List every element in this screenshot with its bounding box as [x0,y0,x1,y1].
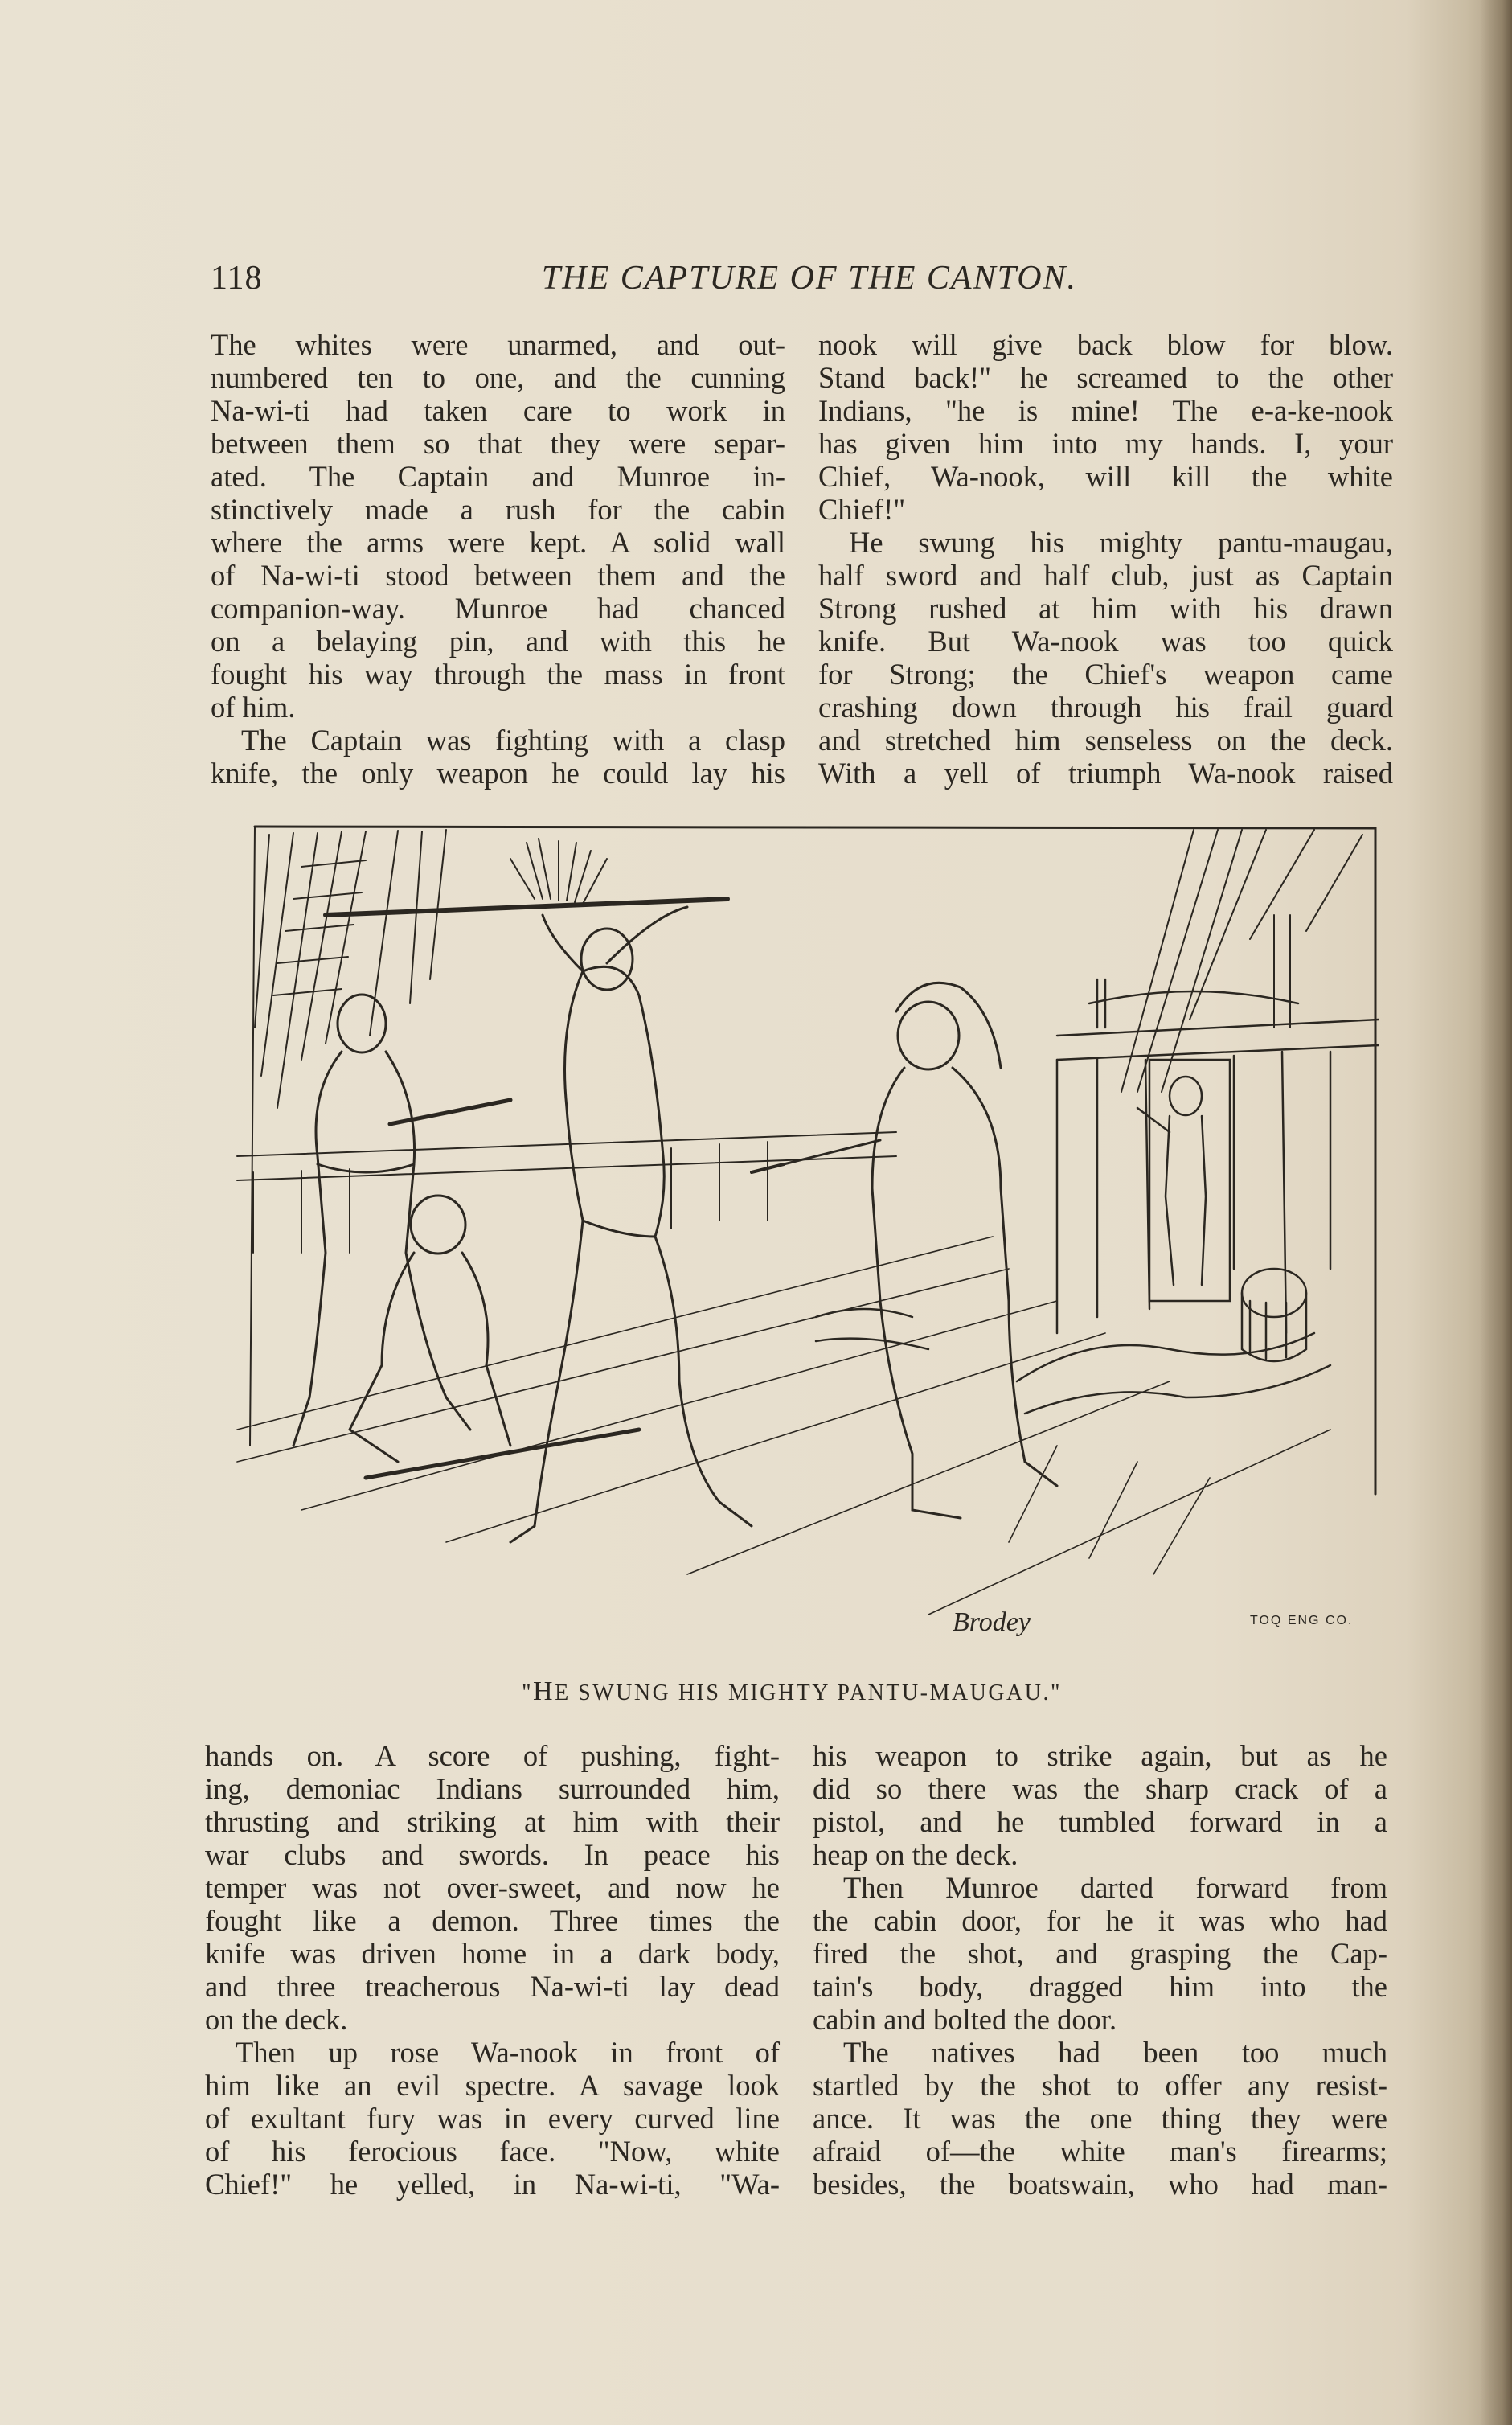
figure-indian-left [293,995,510,1446]
text-line: besides, the boatswain, who had man- [813,2168,1387,2201]
ship-rail [237,1132,896,1253]
text-column-top-left [211,328,785,790]
text-line: companion-way. Munroe had chanced [211,592,785,625]
figure-indian-kneeling [350,1196,639,1478]
caption-text: E SWUNG HIS MIGHTY PANTU-MAUGAU." [555,1680,1062,1705]
page-edge-shadow [1480,0,1512,2425]
rigging-right [1121,830,1362,1092]
text-line: Indians, "he is mine! The e-a-ke-nook [818,394,1393,427]
text-line: With a yell of triumph Wa-nook raised [818,757,1393,790]
text-line: and stretched him senseless on the deck. [818,724,1393,757]
text-line: of his ferocious face. "Now, white [205,2135,780,2168]
text-line: of exultant fury was in every curved line [205,2102,780,2135]
text-line: thrusting and striking at him with their [205,1805,780,1838]
artist-signature: Brodey [953,1607,1031,1637]
illustration-frame-left [250,827,255,1446]
running-head [211,259,1392,299]
text-line: knife. But Wa-nook was too quick [818,625,1393,658]
rigging-left [255,830,446,1108]
text-line: knife was driven home in a dark body, [205,1937,780,1970]
text-line: of Na-wi-ti stood between them and the [211,559,785,592]
text-line: ing, demoniac Indians surrounded him, [205,1772,780,1805]
text-line: stinctively made a rush for the cabin [211,493,785,526]
text-line: Chief!" [818,493,906,526]
text-column-bottom-right [813,1739,1387,2201]
illustration-caption [205,1676,1379,1707]
caption-open-quote: " [522,1680,533,1705]
text-line: He swung his mighty pantu-maugau, [849,526,1393,559]
club-feathers [510,839,607,904]
text-column-top-right [818,328,1393,790]
text-line: on the deck. [205,2003,348,2036]
text-line: him like an evil spectre. A savage look [205,2069,780,2102]
text-line: afraid of—the white man's firearms; [813,2135,1387,2168]
engraving-illustration [205,819,1379,1655]
text-line: crashing down through his frail guard [818,691,1393,724]
text-line: for Strong; the Chief's weapon came [818,658,1393,691]
text-line: The natives had been too much [843,2036,1387,2069]
text-line: fired the shot, and grasping the Cap- [813,1937,1387,1970]
text-line: Na-wi-ti had taken care to work in [211,394,785,427]
page-number: 118 [211,260,263,297]
text-line: fought his way through the mass in front [211,658,785,691]
text-line: Then Munroe darted forward from [843,1871,1387,1904]
text-line: numbered ten to one, and the cunning [211,361,785,394]
text-line: The Captain was fighting with a clasp [241,724,785,757]
text-line: Chief, Wa-nook, will kill the white [818,460,1393,493]
text-line: Then up rose Wa-nook in front of [236,2036,780,2069]
text-line: and three treacherous Na-wi-ti lay dead [205,1970,780,2003]
text-line: on a belaying pin, and with this he [211,625,785,658]
text-line: startled by the shot to offer any resist- [813,2069,1387,2102]
text-line: heap on the deck. [813,1838,1018,1871]
page-title: THE CAPTURE OF THE CANTON. [541,260,1078,297]
figure-captain [752,983,1057,1518]
text-line: temper was not over-sweet, and now he [205,1871,780,1904]
text-line: pistol, and he tumbled forward in a [813,1805,1387,1838]
text-line: knife, the only weapon he could lay his [211,757,785,790]
text-line: of him. [211,691,296,724]
text-line: cabin and bolted the door. [813,2003,1117,2036]
text-line: where the arms were kept. A solid wall [211,526,785,559]
fallen-bodies [816,1309,1330,1414]
text-line: fought like a demon. Three times the [205,1904,780,1937]
war-club-raised [326,899,727,915]
text-column-bottom-left [205,1739,780,2201]
text-line: Chief!" he yelled, in Na-wi-ti, "Wa- [205,2168,780,2201]
text-line: Stand back!" he screamed to the other [818,361,1393,394]
text-line: between them so that they were separ- [211,427,785,460]
illustration-frame [255,827,1375,1494]
deck-planks [237,1237,1330,1615]
text-line: ance. It was the one thing they were [813,2102,1387,2135]
text-line: nook will give back blow for blow. [818,328,1393,361]
deckhouse [1057,979,1379,1333]
text-line: the cabin door, for he it was who had [813,1904,1387,1937]
caption-initial: H [533,1676,555,1706]
text-line: ated. The Captain and Munroe in- [211,460,785,493]
text-line: has given him into my hands. I, your [818,427,1393,460]
text-line: tain's body, dragged him into the [813,1970,1387,2003]
text-line: did so there was the sharp crack of a [813,1772,1387,1805]
engraver-mark: TOQ ENG CO. [1250,1614,1354,1627]
text-line: war clubs and swords. In peace his [205,1838,780,1871]
text-line: The whites were unarmed, and out- [211,328,785,361]
text-line: his weapon to strike again, but as he [813,1739,1387,1772]
text-line: Strong rushed at him with his drawn [818,592,1393,625]
text-line: hands on. A score of pushing, fight- [205,1739,780,1772]
text-line: half sword and half club, just as Captain [818,559,1393,592]
